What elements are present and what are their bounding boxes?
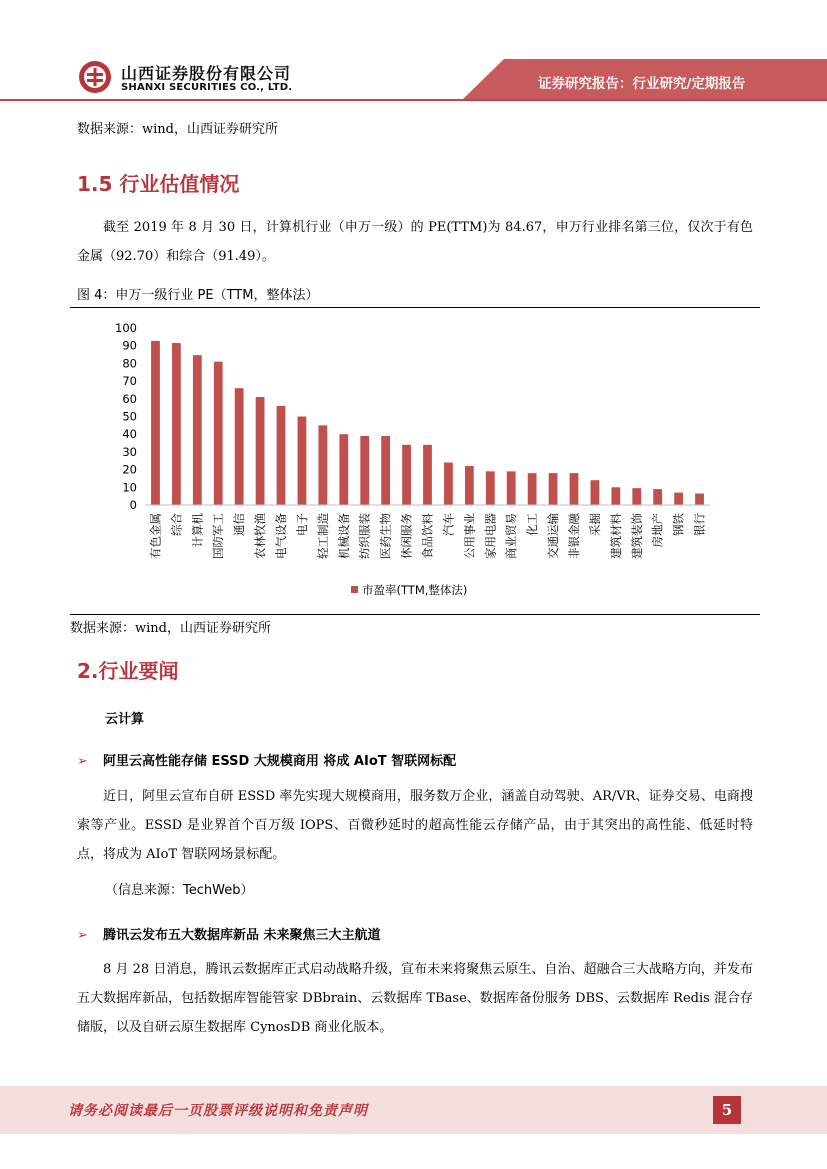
figure-title: 图 4：申万一级行业 PE（TTM，整体法） xyxy=(77,288,319,303)
bar-16 xyxy=(486,471,495,505)
bar-9 xyxy=(339,434,348,505)
bar-19 xyxy=(549,473,558,505)
x-tick-label: 食品饮料 xyxy=(420,513,435,559)
bar-8 xyxy=(318,425,327,505)
footer-disclaimer: 请务必阅读最后一页股票评级说明和免责声明 xyxy=(68,1103,368,1119)
news-body-1: 近日，阿里云宣布自研 ESSD 率先实现大规模商用，服务数万企业，涵盖自动驾驶、AR/VR、证券交易、电商搜索等产业。ESSD 是业界首个百万级 IOPS、百微秒延时的超高性能云存储产品，由于其突出的高性能、低延时特点，将成为 AIoT 智联网场景标配。 xyxy=(77,789,753,862)
x-tick-label: 休闲服务 xyxy=(399,513,414,559)
y-tick-label: 80 xyxy=(122,356,137,371)
y-tick-label: 20 xyxy=(122,462,137,477)
bar-13 xyxy=(423,445,432,505)
news-headline-2 xyxy=(77,924,381,943)
x-axis-labels xyxy=(148,513,706,559)
bar-7 xyxy=(298,417,307,506)
x-tick-label: 电气设备 xyxy=(274,513,289,559)
bar-23 xyxy=(632,488,641,505)
pe-bar-chart xyxy=(70,308,760,613)
bar-15 xyxy=(465,466,474,505)
section-title-2: 2.行业要闻 xyxy=(77,659,179,683)
page-number: 5 xyxy=(713,1096,741,1124)
x-tick-label: 机械设备 xyxy=(336,513,351,559)
x-tick-label: 化工 xyxy=(525,513,540,536)
section-1-5-paragraph: 截至 2019 年 8 月 30 日，计算机行业（申万一级）的 PE(TTM)为 84.67，申万行业排名第三位，仅次于有色金属（92.70）和综合（91.49）。 xyxy=(77,220,753,264)
x-tick-label: 采掘 xyxy=(587,513,602,536)
bar-1 xyxy=(172,343,181,505)
bar-3 xyxy=(214,362,223,505)
x-tick-label: 汽车 xyxy=(441,513,456,536)
company-name-cn: 山西证券股份有限公司 xyxy=(121,64,292,83)
y-tick-label: 40 xyxy=(122,427,137,442)
bar-17 xyxy=(507,471,516,505)
news-body-2: 8 月 28 日消息，腾讯云数据库正式启动战略升级，宣布未来将聚焦云原生、自治、超融合三大战略方向，并发布五大数据库新品，包括数据库智能管家 DBbrain、云数据库 TBase、数据库备份服务 DBS、云数据库 Redis 混合存储版，以及自研云原生数据库 CynosDB 商业化版本。 xyxy=(77,962,753,1035)
section-title-1-5: 1.5 行业估值情况 xyxy=(77,172,240,196)
figure-bottom-rule xyxy=(70,614,760,615)
x-tick-label: 非银金融 xyxy=(566,513,581,559)
x-tick-label: 钢铁 xyxy=(671,513,686,536)
bar-12 xyxy=(402,445,411,505)
bar-26 xyxy=(695,493,704,505)
news-category: 云计算 xyxy=(105,712,145,727)
figure-source-note: 数据来源：wind，山西证券研究所 xyxy=(70,621,271,636)
x-tick-label: 国防军工 xyxy=(211,513,226,559)
x-tick-label: 公用事业 xyxy=(462,513,477,559)
y-tick-label: 60 xyxy=(122,391,137,406)
x-tick-label: 医药生物 xyxy=(378,513,393,559)
x-tick-label: 商业贸易 xyxy=(504,513,519,559)
bar-6 xyxy=(277,406,286,505)
bar-18 xyxy=(528,473,537,505)
bar-14 xyxy=(444,463,453,505)
y-tick-label: 10 xyxy=(122,480,137,495)
x-tick-label: 轻工制造 xyxy=(315,513,330,559)
bar-20 xyxy=(570,473,579,505)
news-source-1: （信息来源：TechWeb） xyxy=(105,883,254,898)
x-tick-label: 电子 xyxy=(294,513,309,536)
y-tick-label: 50 xyxy=(122,409,137,424)
company-name-en: SHANXI SECURITIES CO., LTD. xyxy=(121,82,293,93)
y-tick-label: 30 xyxy=(122,444,137,459)
arrow-bullet-icon: ➢ xyxy=(77,754,88,769)
legend-swatch xyxy=(351,586,358,593)
x-tick-label: 家用电器 xyxy=(483,513,498,559)
news-headline-text: 腾讯云发布五大数据库新品 未来聚焦三大主航道 xyxy=(103,928,381,943)
bar-5 xyxy=(256,397,265,505)
arrow-bullet-icon: ➢ xyxy=(77,928,88,943)
y-tick-label: 90 xyxy=(122,338,137,353)
chart-bars xyxy=(151,341,704,505)
bar-21 xyxy=(591,480,600,505)
bar-4 xyxy=(235,388,244,505)
x-tick-label: 通信 xyxy=(232,513,247,536)
bar-11 xyxy=(381,436,390,505)
x-tick-label: 有色金属 xyxy=(148,513,163,559)
x-tick-label: 建筑材料 xyxy=(608,513,623,559)
y-tick-label: 70 xyxy=(122,374,137,389)
x-tick-label: 纺织服装 xyxy=(357,513,372,559)
bar-10 xyxy=(360,436,369,505)
x-tick-label: 房地产 xyxy=(650,513,665,548)
x-tick-label: 建筑装饰 xyxy=(629,513,644,559)
bar-25 xyxy=(674,493,683,505)
y-tick-label: 0 xyxy=(129,498,137,512)
y-tick-label: 100 xyxy=(115,321,137,335)
legend-label: 市盈率(TTM,整体法) xyxy=(362,583,468,597)
page-header xyxy=(0,0,827,100)
data-source-note: 数据来源：wind，山西证券研究所 xyxy=(77,122,278,137)
bar-2 xyxy=(193,355,202,505)
x-tick-label: 计算机 xyxy=(190,513,205,548)
news-headline-1 xyxy=(77,750,456,769)
report-type-title: 证券研究报告：行业研究/定期报告 xyxy=(538,76,746,92)
x-tick-label: 综合 xyxy=(169,513,184,536)
company-logo-icon xyxy=(78,60,112,94)
x-tick-label: 银行 xyxy=(692,513,707,536)
bar-22 xyxy=(611,487,620,505)
y-axis-ticks xyxy=(115,321,137,512)
x-tick-label: 交通运输 xyxy=(546,513,561,559)
bar-24 xyxy=(653,489,662,505)
header-divider xyxy=(0,99,827,101)
x-tick-label: 农林牧渔 xyxy=(253,513,268,559)
news-headline-text: 阿里云高性能存储 ESSD 大规模商用 将成 AIoT 智联网标配 xyxy=(103,754,457,769)
bar-0 xyxy=(151,341,160,505)
